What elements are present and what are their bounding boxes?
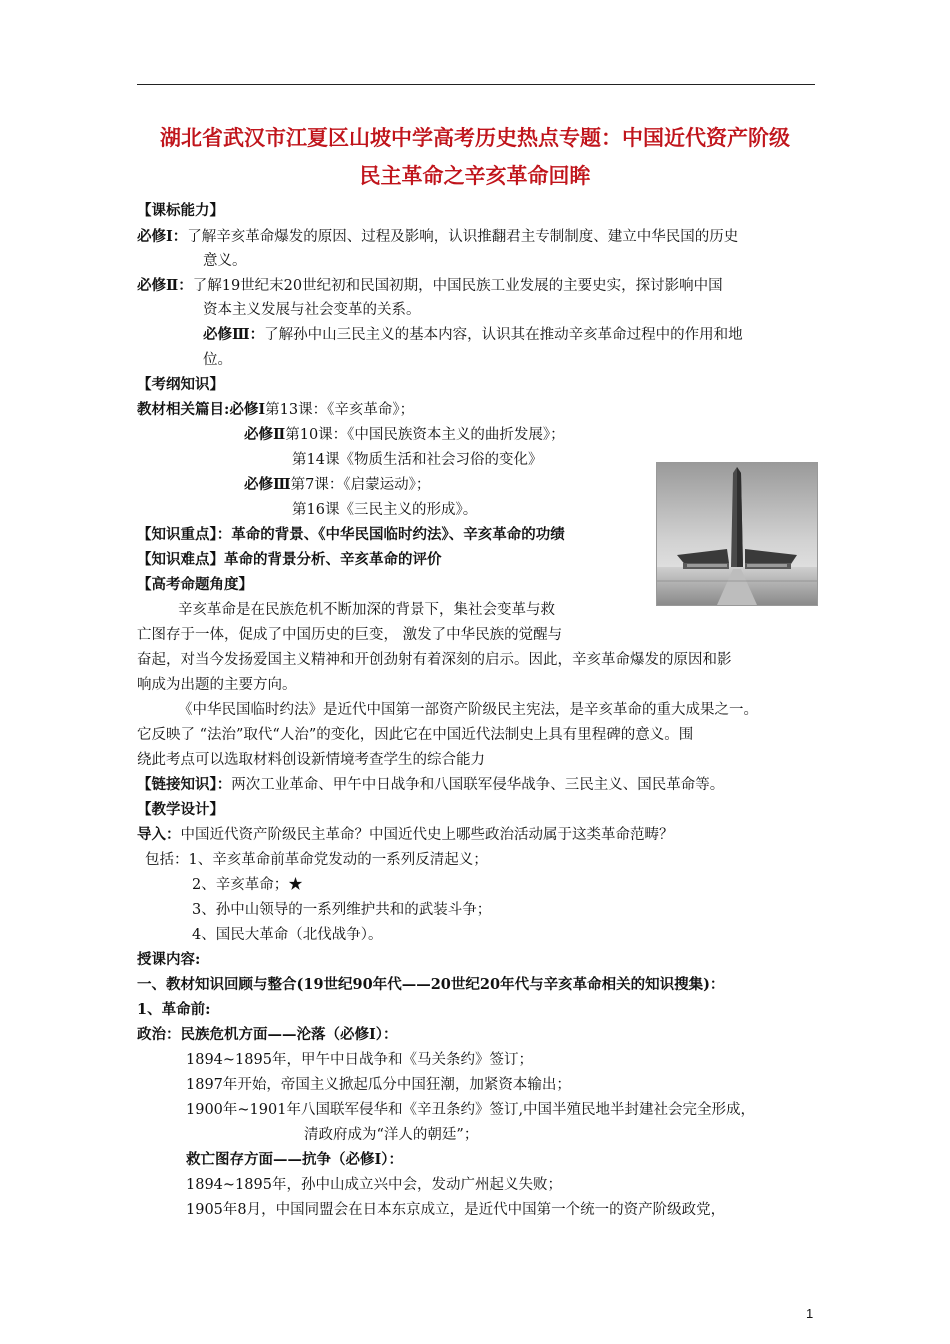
exam-angle-p1-l1: 辛亥革命是在民族危机不断加深的背景下，集社会变革与救	[178, 602, 555, 618]
page-number: 1	[806, 1306, 814, 1321]
syllabus-line3: 第14课《物质生活和社会习俗的变化》	[292, 452, 543, 468]
exam-angle-p2-l1: 《中华民国临时约法》是近代中国第一部资产阶级民主宪法，是辛亥革命的重大成果之一。	[178, 702, 758, 718]
standards-m1	[137, 227, 738, 247]
m3-text: 了解孙中山三民主义的基本内容，认识其在推动辛亥革命过程中的作用和地	[264, 327, 743, 343]
key-points: 【知识重点】：革命的背景、《中华民国临时约法》、辛亥革命的功绩	[137, 526, 565, 543]
exam-angle-p1-l4: 响成为出题的主要方向。	[137, 677, 297, 693]
section-1-heading: 一、教材知识回顾与整合(19世纪90年代——20世纪20年代与辛亥革命相关的知识搜集)：	[137, 976, 725, 993]
intro-label: 导入：	[137, 826, 181, 843]
design-item-3: 3、孙中山领导的一系列维护共和的武装斗争；	[192, 902, 492, 918]
header-rule	[137, 84, 815, 85]
exam-angle-heading: 【高考命题角度】	[137, 576, 253, 593]
event-3-cont: 清政府成为“洋人的朝廷”；	[304, 1127, 479, 1143]
exam-angle-p1-l2: 亡图存于一体，促成了中国历史的巨变， 激发了中华民族的觉醒与	[137, 627, 563, 643]
design-intro	[137, 825, 674, 845]
standards-m2-cont: 资本主义发展与社会变革的关系。	[203, 302, 421, 318]
standards-m3	[203, 325, 743, 345]
event-1: 1894~1895年，甲午中日战争和《马关条约》签订；	[186, 1052, 533, 1068]
subsection-1-heading: 1、革命前:	[137, 1001, 211, 1018]
politics-head: 民族危机方面——沦落（必修Ⅰ）：	[180, 1026, 398, 1043]
design-item-1: 包括：1、辛亥革命前革命党发动的一系列反清起义；	[145, 852, 488, 868]
event-4: 1894~1895年，孙中山成立兴中会，发动广州起义失败；	[186, 1177, 562, 1193]
event-3: 1900年~1901年八国联军侵华和《辛丑条约》签订,中国半殖民地半封建社会完全形成，	[186, 1102, 756, 1118]
syllabus-heading: 【考纲知识】	[137, 376, 224, 393]
intro-text: 中国近代资产阶级民主革命？中国近代史上哪些政治活动属于这类革命范畴？	[180, 827, 674, 843]
exam-angle-p1-l3: 奋起，对当今发扬爱国主义精神和开创劲射有着深刻的启示。因此，辛亥革命爆发的原因和影	[137, 652, 732, 668]
event-2: 1897年开始，帝国主义掀起瓜分中国狂潮，加紧资本输出；	[186, 1077, 571, 1093]
standards-m2	[137, 276, 723, 296]
exam-angle-p2-l2: 它反映了 “法治”取代“人治”的变化，因此它在中国近代法制史上具有里程碑的意义。围	[137, 727, 694, 743]
syllabus-lead: 教材相关篇目:必修Ⅰ	[137, 401, 266, 418]
difficult-points: 【知识难点】革命的背景分析、辛亥革命的评价	[137, 551, 442, 568]
monument-photo	[656, 462, 818, 606]
m2-text: 了解19世纪末20世纪初和民国初期，中国民族工业发展的主要史实，探讨影响中国	[192, 278, 723, 294]
m1-text: 了解辛亥革命爆发的原因、过程及影响，认识推翻君主专制制度、建立中华民国的历史	[187, 229, 739, 245]
m2-label: 必修Ⅱ：	[137, 277, 193, 294]
design-item-2: 2、辛亥革命；★	[192, 877, 303, 893]
event-5: 1905年8月，中国同盟会在日本东京成立，是近代中国第一个统一的资产阶级政党，	[186, 1202, 726, 1218]
design-heading: 【教学设计】	[137, 801, 224, 818]
syllabus-line5: 第16课《三民主义的形成》。	[292, 502, 478, 518]
links-line	[137, 775, 724, 795]
syllabus-line2	[244, 425, 565, 445]
links-label: 【链接知识】：	[137, 776, 232, 793]
syllabus-line4	[244, 475, 430, 495]
politics-line	[137, 1025, 398, 1045]
syllabus-m3-label: 必修Ⅲ	[244, 476, 291, 493]
syllabus-m2-label: 必修Ⅱ	[244, 426, 286, 443]
syllabus-l4: 第7课：《启蒙运动》；	[290, 477, 431, 493]
m1-label: 必修Ⅰ：	[137, 228, 188, 245]
links-text: 两次工业革命、甲午中日战争和八国联军侵华战争、三民主义、国民革命等。	[231, 777, 725, 793]
syllabus-l1: 第13课：《辛亥革命》；	[265, 402, 415, 418]
standards-heading: 【课标能力】	[137, 202, 224, 219]
standards-m1-cont: 意义。	[203, 253, 247, 269]
content-label: 授课内容:	[137, 951, 201, 968]
syllabus-line1	[137, 400, 414, 420]
design-item-4: 4、国民大革命（北伐战争）。	[192, 927, 383, 943]
monument-illustration	[657, 463, 817, 605]
exam-angle-p2-l3: 绕此考点可以选取材料创设新情境考查学生的综合能力	[137, 752, 485, 768]
doc-title-line2: 民主革命之辛亥革命回眸	[359, 163, 591, 188]
standards-m3-cont: 位。	[203, 352, 232, 368]
politics-label: 政治：	[137, 1026, 181, 1043]
doc-title-line1: 湖北省武汉市江夏区山坡中学高考历史热点专题：中国近代资产阶级	[160, 125, 790, 150]
m3-label: 必修Ⅲ：	[203, 326, 265, 343]
syllabus-l2: 第10课：《中国民族资本主义的曲折发展》；	[285, 427, 565, 443]
save-heading: 救亡图存方面——抗争（必修Ⅰ）：	[186, 1151, 404, 1168]
